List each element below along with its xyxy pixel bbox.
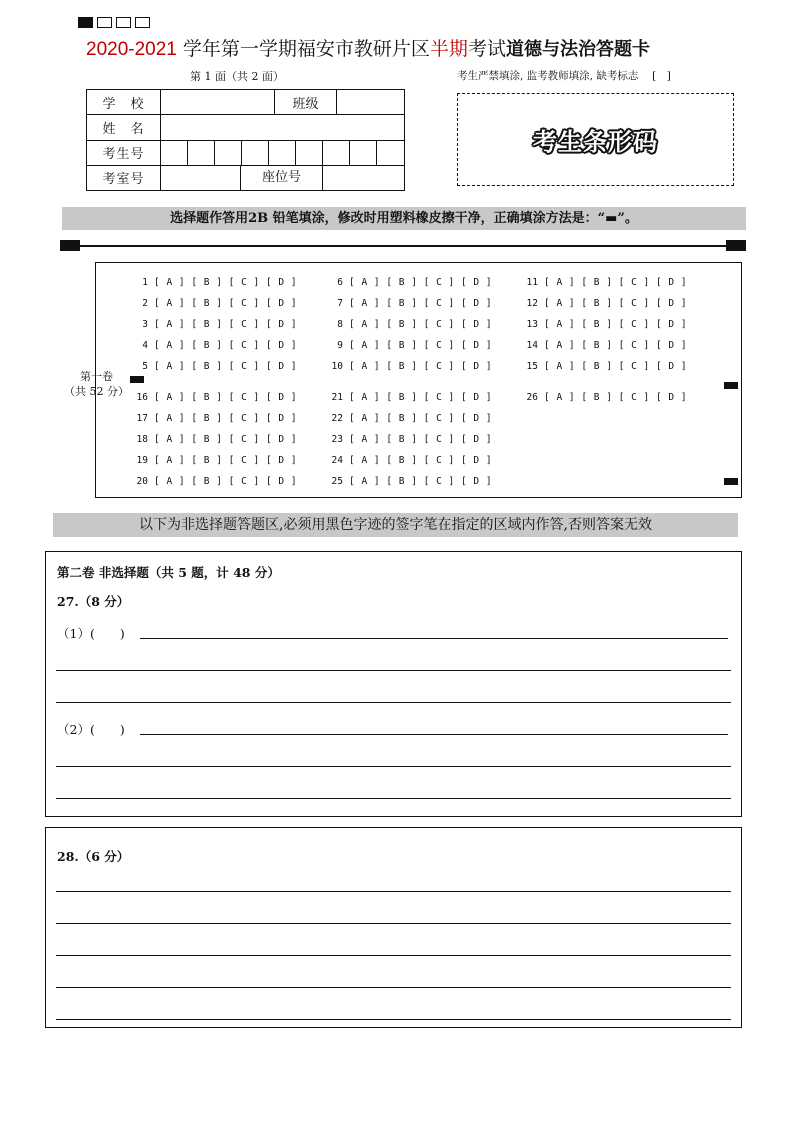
title-part2: 考试 [467,38,506,60]
mc-question-row [126,413,297,424]
name-field[interactable] [161,115,405,140]
q28-label: 28.（6 分） [57,849,130,864]
answer-line[interactable] [140,734,728,735]
section1-points: （共 52 分） [64,385,129,398]
mc-options[interactable]: [ A ] [ B ] [ C ] [ D ] [154,277,298,288]
class-field[interactable] [337,90,405,115]
mc-question-number: 20 [136,476,148,487]
seat-label: 座位号 [241,166,323,190]
mc-question-row [126,298,297,309]
mc-options[interactable]: [ A ] [ B ] [ C ] [ D ] [349,455,493,466]
mc-question-number: 10 [331,361,343,372]
mc-options[interactable]: [ A ] [ B ] [ C ] [ D ] [544,361,688,372]
mc-options[interactable]: [ A ] [ B ] [ C ] [ D ] [154,298,298,309]
mc-question-number: 3 [142,319,148,330]
mc-options[interactable]: [ A ] [ B ] [ C ] [ D ] [544,319,688,330]
mc-question-number: 9 [337,340,343,351]
answer-box-28 [45,827,742,1028]
mc-options[interactable]: [ A ] [ B ] [ C ] [ D ] [154,434,298,445]
answer-line[interactable] [56,987,731,988]
alignment-block-right [726,240,746,251]
mc-question-number: 7 [337,298,343,309]
page-title [86,37,726,62]
mc-options[interactable]: [ A ] [ B ] [ C ] [ D ] [349,340,493,351]
digit-box[interactable] [269,141,296,165]
mc-question-number: 1 [142,277,148,288]
digit-box[interactable] [188,141,215,165]
digit-box[interactable] [296,141,323,165]
digit-box[interactable] [323,141,350,165]
mc-question-row [321,340,492,351]
mc-question-row [321,298,492,309]
mc-question-number: 8 [337,319,343,330]
title-red: 半期 [429,38,468,60]
mc-question-row [321,413,492,424]
q27-2-label: （2）( ) [57,722,125,737]
mc-question-row [516,340,687,351]
mc-question-number: 17 [136,413,148,424]
answer-box-27 [45,551,742,817]
mc-question-number: 14 [526,340,538,351]
mc-question-number: 5 [142,361,148,372]
title-year: 2020-2021 [86,39,177,60]
mc-options[interactable]: [ A ] [ B ] [ C ] [ D ] [349,277,493,288]
mc-question-row [516,392,687,403]
mc-question-number: 19 [136,455,148,466]
mc-question-number: 16 [136,392,148,403]
title-part1: 学年第一学期福安市教研片区 [176,38,430,60]
answer-line[interactable] [56,798,731,799]
mc-options[interactable]: [ A ] [ B ] [ C ] [ D ] [349,413,493,424]
mc-options[interactable]: [ A ] [ B ] [ C ] [ D ] [349,476,493,487]
digit-box[interactable] [350,141,377,165]
mc-options[interactable]: [ A ] [ B ] [ C ] [ D ] [349,298,493,309]
mc-question-row [321,361,492,372]
mc-question-row [516,277,687,288]
absence-notice: 考生严禁填涂, 监考教师填涂, 缺考标志 [ ] [457,70,671,82]
mc-question-number: 21 [331,392,343,403]
fill-instructions: 选择题作答用2B 铅笔填涂，修改时用塑料橡皮擦干净，正确填涂方法是：“▬”。 [62,207,746,230]
room-label: 考室号 [87,165,161,190]
section1-title: 第一卷 [80,370,113,383]
mc-options[interactable]: [ A ] [ B ] [ C ] [ D ] [349,434,493,445]
mc-question-number: 11 [526,277,538,288]
mc-options[interactable]: [ A ] [ B ] [ C ] [ D ] [544,277,688,288]
mc-question-row [516,298,687,309]
mc-question-row [321,319,492,330]
timing-mark-right-lower [724,478,738,485]
name-label: 姓 名 [87,115,161,140]
mc-options[interactable]: [ A ] [ B ] [ C ] [ D ] [154,455,298,466]
class-label: 班级 [275,90,337,115]
mc-options[interactable]: [ A ] [ B ] [ C ] [ D ] [154,340,298,351]
digit-box[interactable] [161,141,188,165]
mc-question-row [321,277,492,288]
mc-question-number: 25 [331,476,343,487]
empty-square-mark [135,17,150,28]
mc-question-number: 22 [331,413,343,424]
answer-line[interactable] [56,702,731,703]
mc-question-row [321,455,492,466]
mc-options[interactable]: [ A ] [ B ] [ C ] [ D ] [154,413,298,424]
barcode-area [457,93,734,186]
mc-options[interactable]: [ A ] [ B ] [ C ] [ D ] [154,476,298,487]
mc-options[interactable]: [ A ] [ B ] [ C ] [ D ] [154,319,298,330]
q27-1-label: （1）( ) [57,626,125,641]
mc-question-row [126,340,297,351]
mc-question-row [126,277,297,288]
answer-line[interactable] [56,1019,731,1020]
mc-question-number: 2 [142,298,148,309]
mc-question-row [126,476,297,487]
mc-question-row [126,319,297,330]
seat-field[interactable] [323,166,404,190]
page-indicator: 第 1 面（共 2 面） [190,70,284,83]
answer-line[interactable] [56,670,731,671]
mc-question-row [126,392,297,403]
multiple-choice-area [95,262,742,498]
mc-options[interactable]: [ A ] [ B ] [ C ] [ D ] [544,340,688,351]
mc-question-row [126,361,297,372]
timing-mark-left [130,376,144,383]
exam-number-boxes[interactable] [161,140,405,165]
mc-question-number: 18 [136,434,148,445]
room-field[interactable] [161,166,241,190]
exam-number-label: 考生号 [87,140,161,165]
mc-options[interactable]: [ A ] [ B ] [ C ] [ D ] [349,361,493,372]
answer-line[interactable] [56,955,731,956]
mc-question-number: 23 [331,434,343,445]
mc-question-row [321,476,492,487]
digit-box[interactable] [242,141,269,165]
answer-line[interactable] [56,891,731,892]
mc-question-row [516,361,687,372]
mc-options[interactable]: [ A ] [ B ] [ C ] [ D ] [349,319,493,330]
q27-label: 27.（8 分） [57,594,130,609]
mc-question-row [321,434,492,445]
corner-marks [78,17,150,28]
mc-question-row [321,392,492,403]
mc-options[interactable]: [ A ] [ B ] [ C ] [ D ] [154,392,298,403]
mc-question-row [126,455,297,466]
mc-question-number: 24 [331,455,343,466]
timing-mark-right-upper [724,382,738,389]
mc-question-number: 15 [526,361,538,372]
nonchoice-notice: 以下为非选择题答题区,必须用黑色字迹的签字笔在指定的区域内作答,否则答案无效 [53,513,738,537]
mc-question-number: 26 [526,392,538,403]
mc-question-number: 13 [526,319,538,330]
alignment-line [78,245,728,247]
empty-square-mark [116,17,131,28]
alignment-block-left [60,240,80,251]
title-subject: 道德与法治答题卡 [505,39,650,60]
digit-box[interactable] [215,141,242,165]
mc-question-number: 12 [526,298,538,309]
mc-options[interactable]: [ A ] [ B ] [ C ] [ D ] [154,361,298,372]
section2-header: 第二卷 非选择题（共 5 题，计 48 分） [57,565,280,580]
answer-line[interactable] [56,766,731,767]
mc-options[interactable]: [ A ] [ B ] [ C ] [ D ] [544,392,688,403]
barcode-label: 考生条形码 [533,128,658,156]
filled-square-mark [78,17,93,28]
answer-line[interactable] [56,923,731,924]
answer-line[interactable] [140,638,728,639]
empty-square-mark [97,17,112,28]
digit-box[interactable] [377,141,404,165]
mc-options[interactable]: [ A ] [ B ] [ C ] [ D ] [349,392,493,403]
school-field[interactable] [161,90,275,115]
student-info-table [86,89,405,191]
mc-question-number: 6 [337,277,343,288]
school-label: 学 校 [87,90,161,115]
section1-label [64,369,129,399]
mc-options[interactable]: [ A ] [ B ] [ C ] [ D ] [544,298,688,309]
mc-question-row [126,434,297,445]
mc-question-number: 4 [142,340,148,351]
mc-question-row [516,319,687,330]
